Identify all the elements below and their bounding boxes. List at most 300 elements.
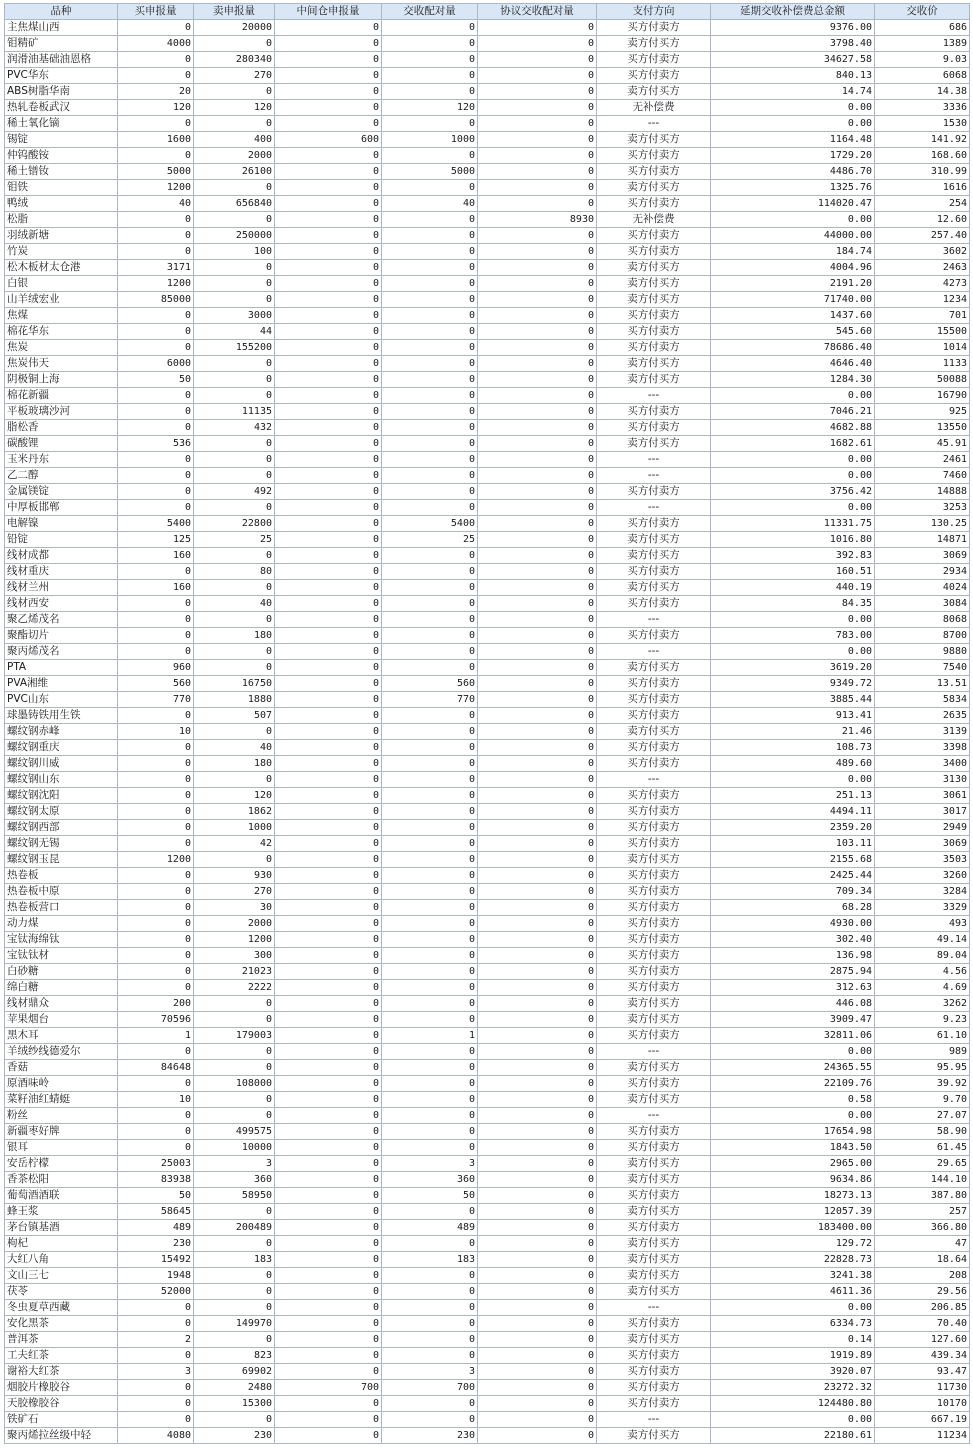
cell-payment-direction: 买方付卖方 — [597, 628, 711, 644]
cell-compensation-total: 2425.44 — [711, 868, 875, 884]
cell-settlement-price: 9.23 — [875, 1012, 970, 1028]
cell-intermediate-qty: 0 — [275, 180, 382, 196]
cell-payment-direction: 买方付卖方 — [597, 596, 711, 612]
cell-agreement-qty: 0 — [478, 868, 597, 884]
cell-agreement-qty: 0 — [478, 1124, 597, 1140]
cell-matched-qty: 0 — [382, 1332, 478, 1348]
cell-settlement-price: 1530 — [875, 116, 970, 132]
cell-compensation-total: 1919.89 — [711, 1348, 875, 1364]
cell-intermediate-qty: 0 — [275, 1204, 382, 1220]
cell-matched-qty: 0 — [382, 244, 478, 260]
cell-settlement-price: 1389 — [875, 36, 970, 52]
cell-compensation-total: 3909.47 — [711, 1012, 875, 1028]
cell-buy-qty: 5000 — [118, 164, 194, 180]
cell-buy-qty: 5400 — [118, 516, 194, 532]
cell-sell-qty: 108000 — [194, 1076, 275, 1092]
cell-sell-qty: 183 — [194, 1252, 275, 1268]
cell-settlement-price: 3398 — [875, 740, 970, 756]
cell-buy-qty: 4000 — [118, 36, 194, 52]
table-row — [5, 388, 970, 404]
cell-buy-qty: 160 — [118, 548, 194, 564]
cell-sell-qty: 300 — [194, 948, 275, 964]
cell-agreement-qty: 0 — [478, 884, 597, 900]
cell-matched-qty: 0 — [382, 1268, 478, 1284]
cell-agreement-qty: 0 — [478, 644, 597, 660]
cell-buy-qty: 125 — [118, 532, 194, 548]
cell-agreement-qty: 0 — [478, 436, 597, 452]
cell-buy-qty: 536 — [118, 436, 194, 452]
cell-sell-qty: 400 — [194, 132, 275, 148]
cell-compensation-total: 0.00 — [711, 500, 875, 516]
cell-settlement-price: 45.91 — [875, 436, 970, 452]
cell-variety: PVA湘维 — [5, 676, 118, 692]
cell-sell-qty: 0 — [194, 372, 275, 388]
cell-variety: 聚丙烯茂名 — [5, 644, 118, 660]
cell-matched-qty: 0 — [382, 564, 478, 580]
cell-intermediate-qty: 0 — [275, 1300, 382, 1316]
cell-settlement-price: 2635 — [875, 708, 970, 724]
table-row — [5, 148, 970, 164]
cell-matched-qty: 0 — [382, 900, 478, 916]
cell-agreement-qty: 0 — [478, 980, 597, 996]
cell-buy-qty: 52000 — [118, 1284, 194, 1300]
cell-settlement-price: 3017 — [875, 804, 970, 820]
cell-variety: 竹炭 — [5, 244, 118, 260]
cell-agreement-qty: 0 — [478, 1108, 597, 1124]
cell-payment-direction: 无补偿费 — [597, 212, 711, 228]
cell-matched-qty: 3 — [382, 1156, 478, 1172]
cell-agreement-qty: 0 — [478, 484, 597, 500]
table-row — [5, 900, 970, 916]
cell-matched-qty: 0 — [382, 212, 478, 228]
cell-sell-qty: 0 — [194, 548, 275, 564]
cell-agreement-qty: 0 — [478, 292, 597, 308]
cell-variety: 棉花华东 — [5, 324, 118, 340]
cell-intermediate-qty: 600 — [275, 132, 382, 148]
cell-compensation-total: 0.00 — [711, 1108, 875, 1124]
cell-buy-qty: 1 — [118, 1028, 194, 1044]
cell-variety: 线材重庆 — [5, 564, 118, 580]
cell-payment-direction: 卖方付买方 — [597, 1092, 711, 1108]
cell-sell-qty: 20000 — [194, 20, 275, 36]
cell-settlement-price: 2461 — [875, 452, 970, 468]
cell-variety: 枸杞 — [5, 1236, 118, 1252]
table-row — [5, 532, 970, 548]
cell-intermediate-qty: 0 — [275, 676, 382, 692]
table-row — [5, 1076, 970, 1092]
cell-compensation-total: 22828.73 — [711, 1252, 875, 1268]
cell-buy-qty: 200 — [118, 996, 194, 1012]
cell-payment-direction: 买方付卖方 — [597, 980, 711, 996]
cell-intermediate-qty: 0 — [275, 1060, 382, 1076]
cell-settlement-price: 2463 — [875, 260, 970, 276]
cell-compensation-total: 24365.55 — [711, 1060, 875, 1076]
cell-settlement-price: 27.07 — [875, 1108, 970, 1124]
cell-buy-qty: 20 — [118, 84, 194, 100]
cell-settlement-price: 15500 — [875, 324, 970, 340]
cell-agreement-qty: 0 — [478, 804, 597, 820]
table-row — [5, 1284, 970, 1300]
cell-payment-direction: 买方付卖方 — [597, 916, 711, 932]
cell-agreement-qty: 0 — [478, 628, 597, 644]
cell-sell-qty: 21023 — [194, 964, 275, 980]
cell-agreement-qty: 0 — [478, 500, 597, 516]
cell-payment-direction: 买方付卖方 — [597, 1380, 711, 1396]
table-row — [5, 308, 970, 324]
cell-intermediate-qty: 0 — [275, 1332, 382, 1348]
table-row — [5, 1188, 970, 1204]
table-row — [5, 772, 970, 788]
table-row — [5, 820, 970, 836]
cell-payment-direction: 买方付卖方 — [597, 164, 711, 180]
cell-sell-qty: 0 — [194, 1300, 275, 1316]
cell-payment-direction: 买方付卖方 — [597, 756, 711, 772]
cell-settlement-price: 3139 — [875, 724, 970, 740]
cell-matched-qty: 0 — [382, 724, 478, 740]
cell-variety: 普洱茶 — [5, 1332, 118, 1348]
cell-intermediate-qty: 0 — [275, 436, 382, 452]
cell-agreement-qty: 0 — [478, 1348, 597, 1364]
cell-intermediate-qty: 0 — [275, 1156, 382, 1172]
cell-payment-direction: --- — [597, 644, 711, 660]
table-row — [5, 692, 970, 708]
cell-matched-qty: 0 — [382, 1316, 478, 1332]
cell-buy-qty: 10 — [118, 724, 194, 740]
cell-buy-qty: 50 — [118, 372, 194, 388]
cell-agreement-qty: 0 — [478, 132, 597, 148]
cell-intermediate-qty: 0 — [275, 100, 382, 116]
cell-variety: 热卷板营口 — [5, 900, 118, 916]
cell-intermediate-qty: 0 — [275, 276, 382, 292]
cell-buy-qty: 0 — [118, 708, 194, 724]
cell-payment-direction: 卖方付买方 — [597, 1284, 711, 1300]
table-row — [5, 228, 970, 244]
cell-matched-qty: 0 — [382, 1108, 478, 1124]
cell-agreement-qty: 0 — [478, 596, 597, 612]
header-row — [5, 4, 970, 20]
cell-buy-qty: 0 — [118, 500, 194, 516]
cell-payment-direction: 买方付卖方 — [597, 1396, 711, 1412]
cell-compensation-total: 108.73 — [711, 740, 875, 756]
cell-settlement-price: 39.92 — [875, 1076, 970, 1092]
cell-payment-direction: 买方付卖方 — [597, 244, 711, 260]
table-row — [5, 948, 970, 964]
cell-settlement-price: 3284 — [875, 884, 970, 900]
cell-sell-qty: 492 — [194, 484, 275, 500]
cell-intermediate-qty: 0 — [275, 836, 382, 852]
cell-matched-qty: 0 — [382, 84, 478, 100]
cell-agreement-qty: 0 — [478, 996, 597, 1012]
cell-sell-qty: 25 — [194, 532, 275, 548]
cell-sell-qty: 180 — [194, 628, 275, 644]
cell-intermediate-qty: 0 — [275, 788, 382, 804]
cell-payment-direction: --- — [597, 116, 711, 132]
cell-matched-qty: 0 — [382, 52, 478, 68]
cell-payment-direction: 卖方付买方 — [597, 276, 711, 292]
cell-sell-qty: 0 — [194, 292, 275, 308]
cell-buy-qty: 0 — [118, 1316, 194, 1332]
cell-matched-qty: 0 — [382, 836, 478, 852]
table-row — [5, 1348, 970, 1364]
cell-variety: 冬虫夏草西藏 — [5, 1300, 118, 1316]
cell-matched-qty: 0 — [382, 148, 478, 164]
cell-sell-qty: 656840 — [194, 196, 275, 212]
cell-payment-direction: --- — [597, 772, 711, 788]
cell-sell-qty: 149970 — [194, 1316, 275, 1332]
cell-settlement-price: 701 — [875, 308, 970, 324]
cell-payment-direction: 买方付卖方 — [597, 52, 711, 68]
cell-compensation-total: 1164.48 — [711, 132, 875, 148]
cell-settlement-price: 10170 — [875, 1396, 970, 1412]
cell-settlement-price: 8700 — [875, 628, 970, 644]
cell-compensation-total: 0.00 — [711, 644, 875, 660]
cell-compensation-total: 14.74 — [711, 84, 875, 100]
cell-compensation-total: 103.11 — [711, 836, 875, 852]
cell-buy-qty: 0 — [118, 340, 194, 356]
cell-variety: 宝钛钛材 — [5, 948, 118, 964]
cell-intermediate-qty: 0 — [275, 948, 382, 964]
cell-settlement-price: 3262 — [875, 996, 970, 1012]
cell-variety: 锡锭 — [5, 132, 118, 148]
cell-intermediate-qty: 0 — [275, 1396, 382, 1412]
cell-sell-qty: 11135 — [194, 404, 275, 420]
cell-buy-qty: 58645 — [118, 1204, 194, 1220]
cell-agreement-qty: 0 — [478, 164, 597, 180]
cell-sell-qty: 0 — [194, 116, 275, 132]
cell-buy-qty: 0 — [118, 756, 194, 772]
table-row — [5, 1172, 970, 1188]
table-row — [5, 356, 970, 372]
cell-settlement-price: 1616 — [875, 180, 970, 196]
cell-buy-qty: 0 — [118, 404, 194, 420]
cell-settlement-price: 6068 — [875, 68, 970, 84]
cell-payment-direction: 卖方付买方 — [597, 132, 711, 148]
cell-agreement-qty: 0 — [478, 260, 597, 276]
cell-payment-direction: 卖方付买方 — [597, 1060, 711, 1076]
cell-variety: 线材兰州 — [5, 580, 118, 596]
cell-payment-direction: 卖方付买方 — [597, 84, 711, 100]
cell-settlement-price: 1133 — [875, 356, 970, 372]
cell-sell-qty: 0 — [194, 212, 275, 228]
table-row — [5, 1364, 970, 1380]
table-row — [5, 68, 970, 84]
cell-agreement-qty: 0 — [478, 1268, 597, 1284]
table-row — [5, 452, 970, 468]
cell-variety: 黑木耳 — [5, 1028, 118, 1044]
cell-agreement-qty: 0 — [478, 900, 597, 916]
cell-settlement-price: 89.04 — [875, 948, 970, 964]
cell-payment-direction: 买方付卖方 — [597, 740, 711, 756]
cell-agreement-qty: 0 — [478, 1044, 597, 1060]
cell-matched-qty: 0 — [382, 644, 478, 660]
cell-settlement-price: 18.64 — [875, 1252, 970, 1268]
cell-agreement-qty: 0 — [478, 580, 597, 596]
cell-payment-direction: 卖方付买方 — [597, 1252, 711, 1268]
cell-settlement-price: 686 — [875, 20, 970, 36]
cell-payment-direction: 卖方付买方 — [597, 996, 711, 1012]
cell-compensation-total: 12057.39 — [711, 1204, 875, 1220]
cell-matched-qty: 0 — [382, 804, 478, 820]
table-row — [5, 36, 970, 52]
cell-intermediate-qty: 0 — [275, 404, 382, 420]
cell-settlement-price: 14.38 — [875, 84, 970, 100]
cell-intermediate-qty: 0 — [275, 900, 382, 916]
cell-sell-qty: 30 — [194, 900, 275, 916]
cell-sell-qty: 0 — [194, 1012, 275, 1028]
cell-buy-qty: 50 — [118, 1188, 194, 1204]
cell-sell-qty: 930 — [194, 868, 275, 884]
cell-agreement-qty: 0 — [478, 372, 597, 388]
cell-variety: 稀土氧化镝 — [5, 116, 118, 132]
cell-matched-qty: 230 — [382, 1428, 478, 1444]
cell-settlement-price: 8068 — [875, 612, 970, 628]
col-header-sell-qty: 卖申报量 — [194, 4, 275, 20]
cell-sell-qty: 360 — [194, 1172, 275, 1188]
cell-agreement-qty: 0 — [478, 404, 597, 420]
cell-intermediate-qty: 0 — [275, 84, 382, 100]
cell-payment-direction: --- — [597, 500, 711, 516]
cell-variety: 松木板材太仓港 — [5, 260, 118, 276]
cell-compensation-total: 18273.13 — [711, 1188, 875, 1204]
cell-payment-direction: 买方付卖方 — [597, 1348, 711, 1364]
cell-matched-qty: 0 — [382, 772, 478, 788]
cell-variety: 球墨铸铁用生铁 — [5, 708, 118, 724]
cell-settlement-price: 208 — [875, 1268, 970, 1284]
cell-settlement-price: 3061 — [875, 788, 970, 804]
cell-buy-qty: 489 — [118, 1220, 194, 1236]
cell-sell-qty: 0 — [194, 436, 275, 452]
cell-intermediate-qty: 0 — [275, 52, 382, 68]
cell-variety: 羽绒新塘 — [5, 228, 118, 244]
cell-matched-qty: 0 — [382, 500, 478, 516]
cell-payment-direction: 卖方付买方 — [597, 260, 711, 276]
cell-variety: 润滑油基础油恩格 — [5, 52, 118, 68]
table-row — [5, 1396, 970, 1412]
cell-agreement-qty: 0 — [478, 1236, 597, 1252]
cell-sell-qty: 1000 — [194, 820, 275, 836]
cell-variety: 白银 — [5, 276, 118, 292]
cell-settlement-price: 254 — [875, 196, 970, 212]
cell-buy-qty: 120 — [118, 100, 194, 116]
cell-matched-qty: 0 — [382, 596, 478, 612]
col-header-agreement-qty: 协议交收配对量 — [478, 4, 597, 20]
cell-sell-qty: 0 — [194, 84, 275, 100]
cell-sell-qty: 3 — [194, 1156, 275, 1172]
cell-compensation-total: 3241.38 — [711, 1268, 875, 1284]
cell-compensation-total: 0.00 — [711, 1300, 875, 1316]
cell-sell-qty: 0 — [194, 580, 275, 596]
cell-intermediate-qty: 0 — [275, 228, 382, 244]
cell-agreement-qty: 0 — [478, 1396, 597, 1412]
table-row — [5, 996, 970, 1012]
cell-matched-qty: 0 — [382, 1092, 478, 1108]
cell-variety: 松脂 — [5, 212, 118, 228]
table-row — [5, 276, 970, 292]
cell-payment-direction: 卖方付买方 — [597, 292, 711, 308]
cell-matched-qty: 0 — [382, 388, 478, 404]
cell-agreement-qty: 0 — [478, 180, 597, 196]
cell-intermediate-qty: 0 — [275, 468, 382, 484]
cell-payment-direction: --- — [597, 452, 711, 468]
cell-buy-qty: 0 — [118, 68, 194, 84]
cell-compensation-total: 71740.00 — [711, 292, 875, 308]
cell-sell-qty: 42 — [194, 836, 275, 852]
cell-agreement-qty: 0 — [478, 1092, 597, 1108]
cell-agreement-qty: 0 — [478, 228, 597, 244]
table-row — [5, 836, 970, 852]
cell-intermediate-qty: 0 — [275, 980, 382, 996]
cell-agreement-qty: 0 — [478, 932, 597, 948]
cell-sell-qty: 0 — [194, 356, 275, 372]
cell-sell-qty: 44 — [194, 324, 275, 340]
cell-agreement-qty: 0 — [478, 772, 597, 788]
cell-agreement-qty: 0 — [478, 1188, 597, 1204]
cell-settlement-price: 4.56 — [875, 964, 970, 980]
cell-settlement-price: 144.10 — [875, 1172, 970, 1188]
cell-buy-qty: 0 — [118, 212, 194, 228]
cell-variety: 热轧卷板武汉 — [5, 100, 118, 116]
cell-sell-qty: 432 — [194, 420, 275, 436]
cell-matched-qty: 0 — [382, 68, 478, 84]
cell-matched-qty: 0 — [382, 1124, 478, 1140]
cell-payment-direction: 买方付卖方 — [597, 868, 711, 884]
cell-intermediate-qty: 0 — [275, 1172, 382, 1188]
cell-settlement-price: 2934 — [875, 564, 970, 580]
cell-payment-direction: 买方付卖方 — [597, 308, 711, 324]
cell-sell-qty: 16750 — [194, 676, 275, 692]
cell-buy-qty: 0 — [118, 820, 194, 836]
cell-payment-direction: 卖方付买方 — [597, 356, 711, 372]
cell-matched-qty: 0 — [382, 996, 478, 1012]
cell-payment-direction: 买方付卖方 — [597, 228, 711, 244]
cell-sell-qty: 155200 — [194, 340, 275, 356]
cell-settlement-price: 141.92 — [875, 132, 970, 148]
cell-settlement-price: 989 — [875, 1044, 970, 1060]
table-row — [5, 660, 970, 676]
cell-variety: 主焦煤山西 — [5, 20, 118, 36]
cell-buy-qty: 0 — [118, 948, 194, 964]
cell-payment-direction: 卖方付买方 — [597, 1156, 711, 1172]
table-row — [5, 980, 970, 996]
cell-variety: 线材西安 — [5, 596, 118, 612]
cell-buy-qty: 0 — [118, 612, 194, 628]
cell-matched-qty: 5400 — [382, 516, 478, 532]
cell-intermediate-qty: 0 — [275, 20, 382, 36]
cell-intermediate-qty: 0 — [275, 308, 382, 324]
cell-compensation-total: 136.98 — [711, 948, 875, 964]
cell-compensation-total: 44000.00 — [711, 228, 875, 244]
cell-compensation-total: 1843.50 — [711, 1140, 875, 1156]
cell-matched-qty: 0 — [382, 228, 478, 244]
cell-payment-direction: 买方付卖方 — [597, 788, 711, 804]
table-row — [5, 436, 970, 452]
cell-agreement-qty: 0 — [478, 756, 597, 772]
cell-compensation-total: 392.83 — [711, 548, 875, 564]
cell-matched-qty: 0 — [382, 1300, 478, 1316]
cell-matched-qty: 0 — [382, 820, 478, 836]
cell-sell-qty: 0 — [194, 1204, 275, 1220]
table-row — [5, 1332, 970, 1348]
cell-settlement-price: 257 — [875, 1204, 970, 1220]
cell-intermediate-qty: 0 — [275, 1028, 382, 1044]
cell-intermediate-qty: 0 — [275, 420, 382, 436]
cell-agreement-qty: 0 — [478, 388, 597, 404]
cell-compensation-total: 489.60 — [711, 756, 875, 772]
cell-compensation-total: 78686.40 — [711, 340, 875, 356]
table-row — [5, 1380, 970, 1396]
cell-agreement-qty: 0 — [478, 52, 597, 68]
cell-agreement-qty: 0 — [478, 356, 597, 372]
